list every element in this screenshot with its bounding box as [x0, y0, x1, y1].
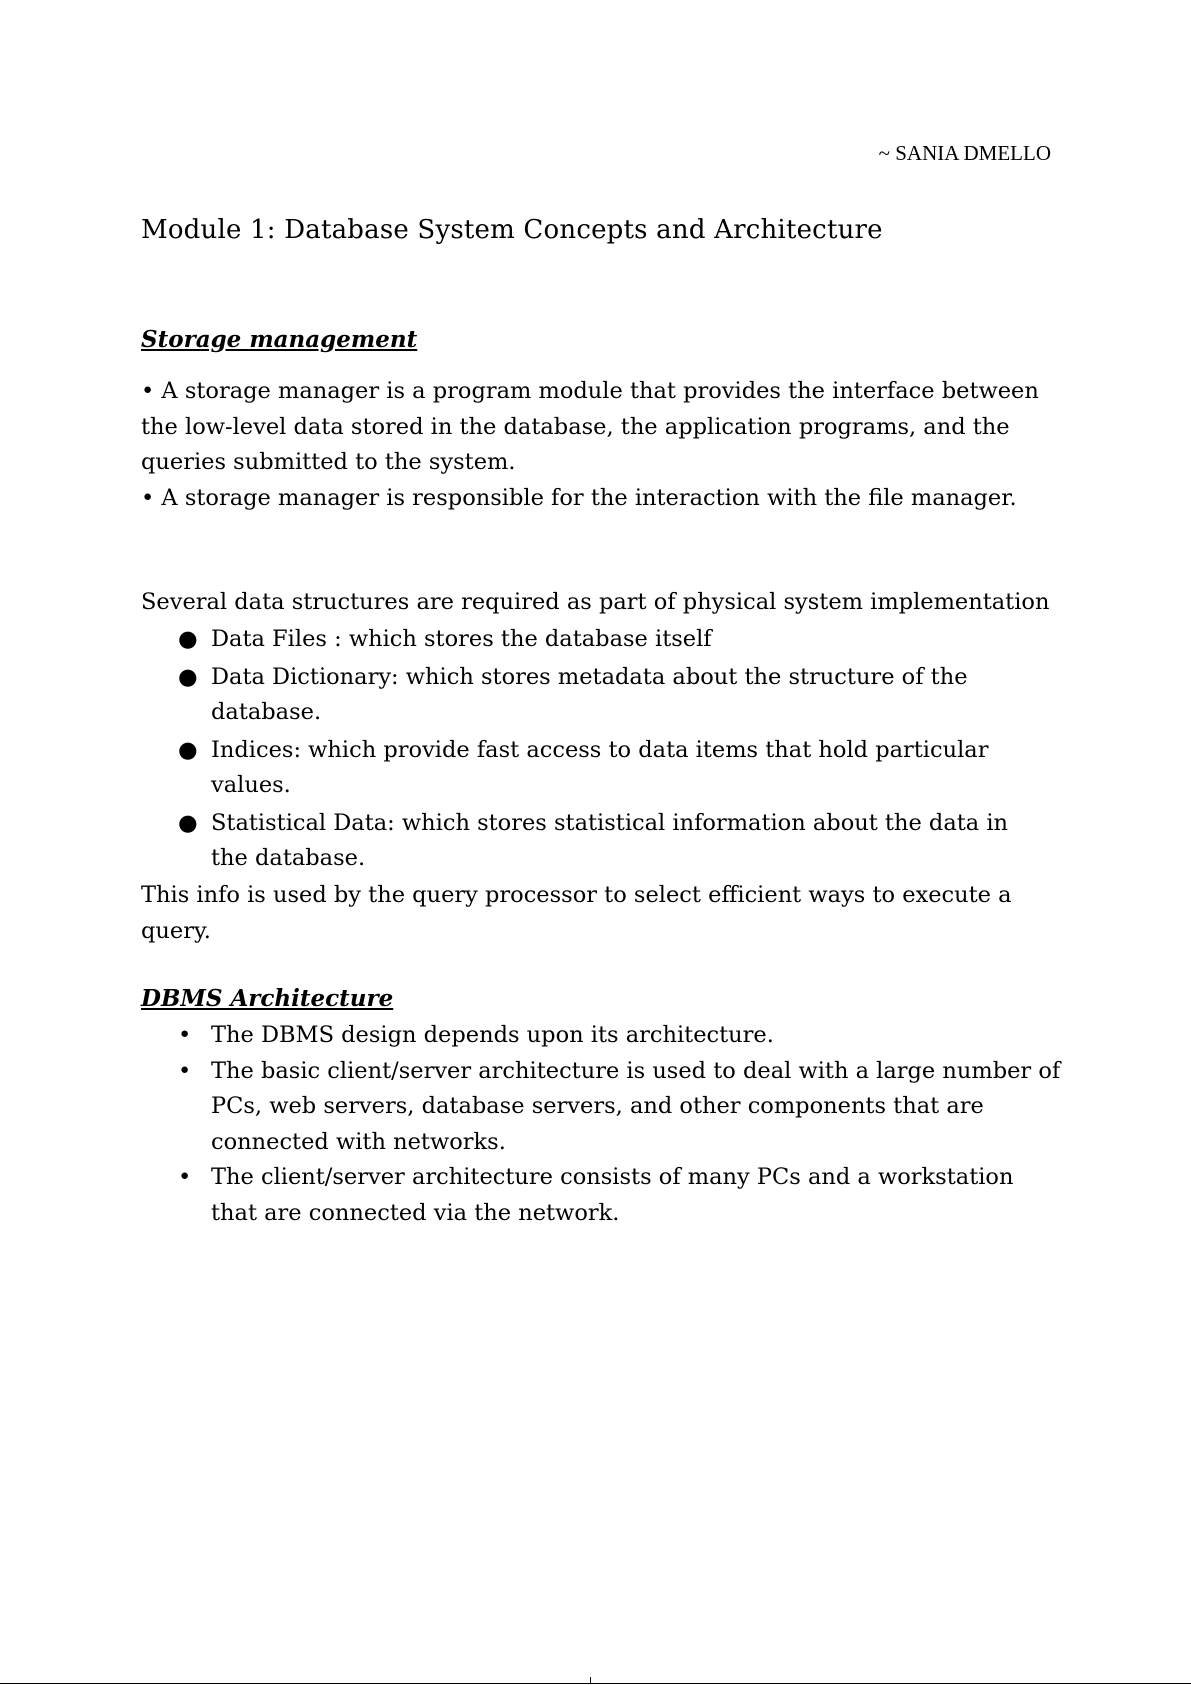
storage-line: • A storage manager is a program module that provides the interface between — [141, 378, 1039, 404]
bullet-icon: • — [178, 1164, 192, 1190]
module-title: Module 1: Database System Concepts and Architecture — [141, 215, 883, 245]
architecture-heading: DBMS Architecture — [141, 985, 394, 1012]
structures-outro — [141, 878, 1061, 949]
bullet-icon: • — [178, 1022, 192, 1048]
storage-line: queries submitted to the system. — [141, 449, 516, 475]
author-name: ~ SANIA DMELLO — [878, 141, 1051, 165]
bullet-icon: ● — [178, 626, 198, 652]
outro-line: This info is used by the query processor to select efficient ways to execute a — [141, 882, 1012, 908]
structures-intro-block — [141, 585, 1061, 621]
list-item: ● Data Files : which stores the database itself — [141, 622, 1061, 658]
list-item: ● Indices: which provide fast access to data items that hold particular values. — [141, 733, 1061, 804]
list-item: • The DBMS design depends upon its architecture. — [141, 1018, 1061, 1054]
list-item: • The client/server architecture consists of many PCs and a workstation that are connected via the network. — [141, 1160, 1061, 1231]
outro-line: query. — [141, 917, 211, 944]
bullet-icon: ● — [178, 663, 198, 690]
bullet-icon: ● — [178, 736, 198, 763]
list-item: ● Data Dictionary: which stores metadata about the structure of the database. — [141, 660, 1061, 731]
page-bottom-tick — [590, 1677, 591, 1683]
list-item: • The basic client/server architecture is used to deal with a large number of PCs, web servers, database servers, and other components that are connected with networks. — [141, 1054, 1061, 1161]
structures-intro: Several data structures are required as part of physical system implementation — [141, 589, 1050, 615]
storage-paragraph — [141, 374, 1061, 516]
page-bottom-rule — [0, 1683, 1191, 1684]
list-item: ● Statistical Data: which stores statistical information about the data in the database. — [141, 806, 1061, 877]
storage-line: • A storage manager is responsible for the interaction with the file manager. — [141, 484, 1017, 511]
architecture-list — [141, 1018, 1061, 1231]
bullet-icon: • — [178, 1057, 192, 1084]
storage-line: the low-level data stored in the database, the application programs, and the — [141, 413, 1010, 440]
bullet-icon: ● — [178, 809, 198, 836]
structures-list — [141, 622, 1061, 879]
storage-heading: Storage management — [141, 326, 418, 353]
